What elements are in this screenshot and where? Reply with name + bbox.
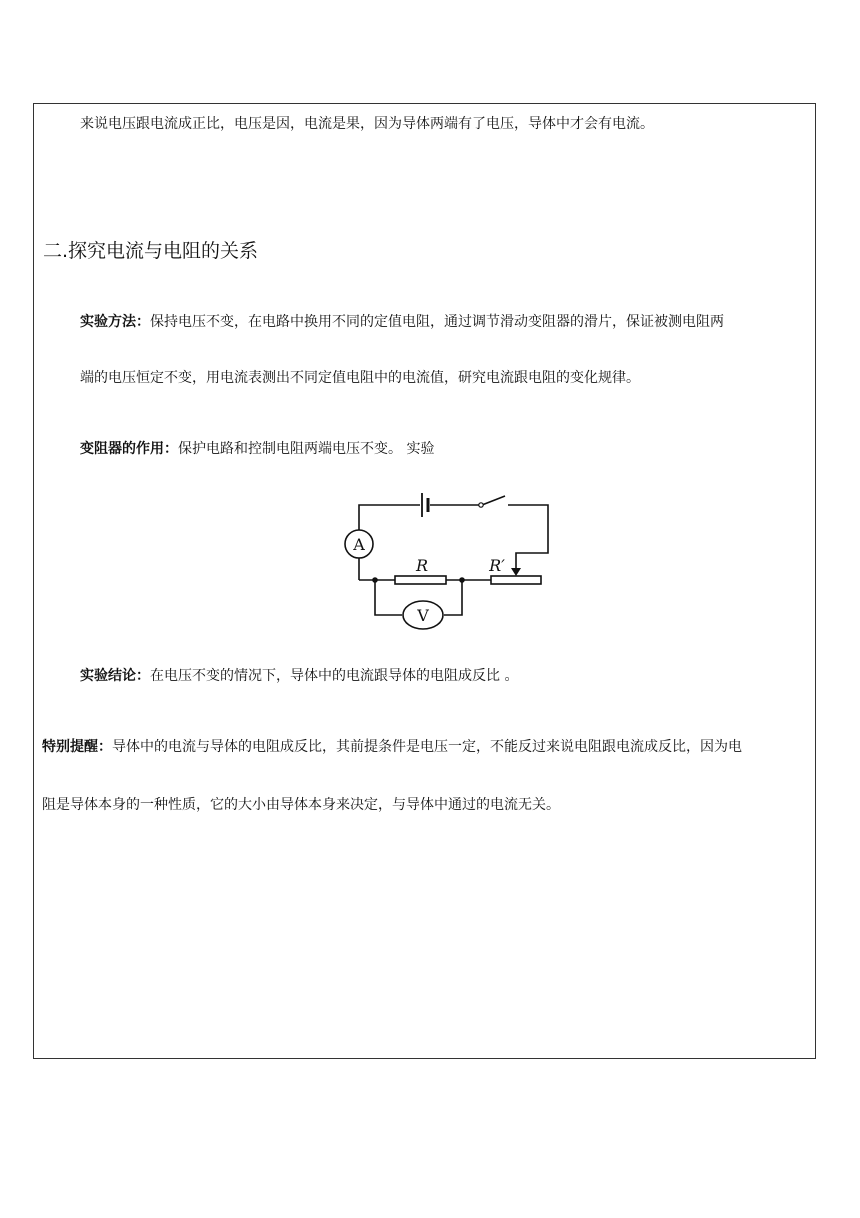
ammeter-label: A — [353, 535, 365, 554]
switch-contact — [479, 503, 483, 507]
wire-voltmeter-left — [375, 580, 402, 615]
method-line-1 — [80, 312, 724, 332]
reminder-label: 特别提醒： — [42, 739, 112, 755]
conclusion-line — [80, 666, 518, 686]
rheostat-line — [80, 439, 434, 459]
section-title: 二.探究电流与电阻的关系 — [43, 240, 259, 262]
resistor-label: R — [415, 556, 429, 575]
wire-voltmeter-right — [444, 580, 462, 615]
reminder-line-1 — [42, 737, 742, 757]
rheostat-slider-arrow — [511, 568, 521, 576]
wire-top-left — [359, 505, 420, 530]
reminder-text-1: 导体中的电流与导体的电阻成反比，其前提条件是电压一定，不能反过来说电阻跟电流成反比，因为电 — [112, 739, 742, 755]
junction-right — [459, 577, 465, 583]
resistor-r — [395, 576, 446, 584]
rheostat-text: 保护电路和控制电阻两端电压不变。 实验 — [178, 441, 435, 457]
reminder-line-2: 阻是导体本身的一种性质，它的大小由导体本身来决定，与导体中通过的电流无关。 — [42, 797, 560, 813]
voltmeter-label: V — [417, 606, 429, 625]
method-label: 实验方法： — [80, 314, 150, 330]
wire-right — [508, 505, 548, 569]
method-line-2: 端的电压恒定不变，用电流表测出不同定值电阻中的电流值，研究电流跟电阻的变化规律。 — [80, 370, 640, 386]
rheostat-body — [491, 576, 541, 584]
rheostat-label: R′ — [489, 556, 505, 575]
conclusion-label: 实验结论： — [80, 668, 150, 684]
rheostat-label: 变阻器的作用： — [80, 441, 178, 457]
conclusion-text: 在电压不变的情况下，导体中的电流跟导体的电阻成反比 。 — [150, 668, 519, 684]
switch-blade — [482, 496, 505, 505]
circuit-diagram — [340, 485, 555, 635]
junction-left — [372, 577, 378, 583]
method-text-1: 保持电压不变，在电路中换用不同的定值电阻，通过调节滑动变阻器的滑片，保证被测电阻两 — [150, 314, 724, 330]
intro-line: 来说电压跟电流成正比，电压是因，电流是果，因为导体两端有了电压，导体中才会有电流。 — [80, 116, 654, 132]
